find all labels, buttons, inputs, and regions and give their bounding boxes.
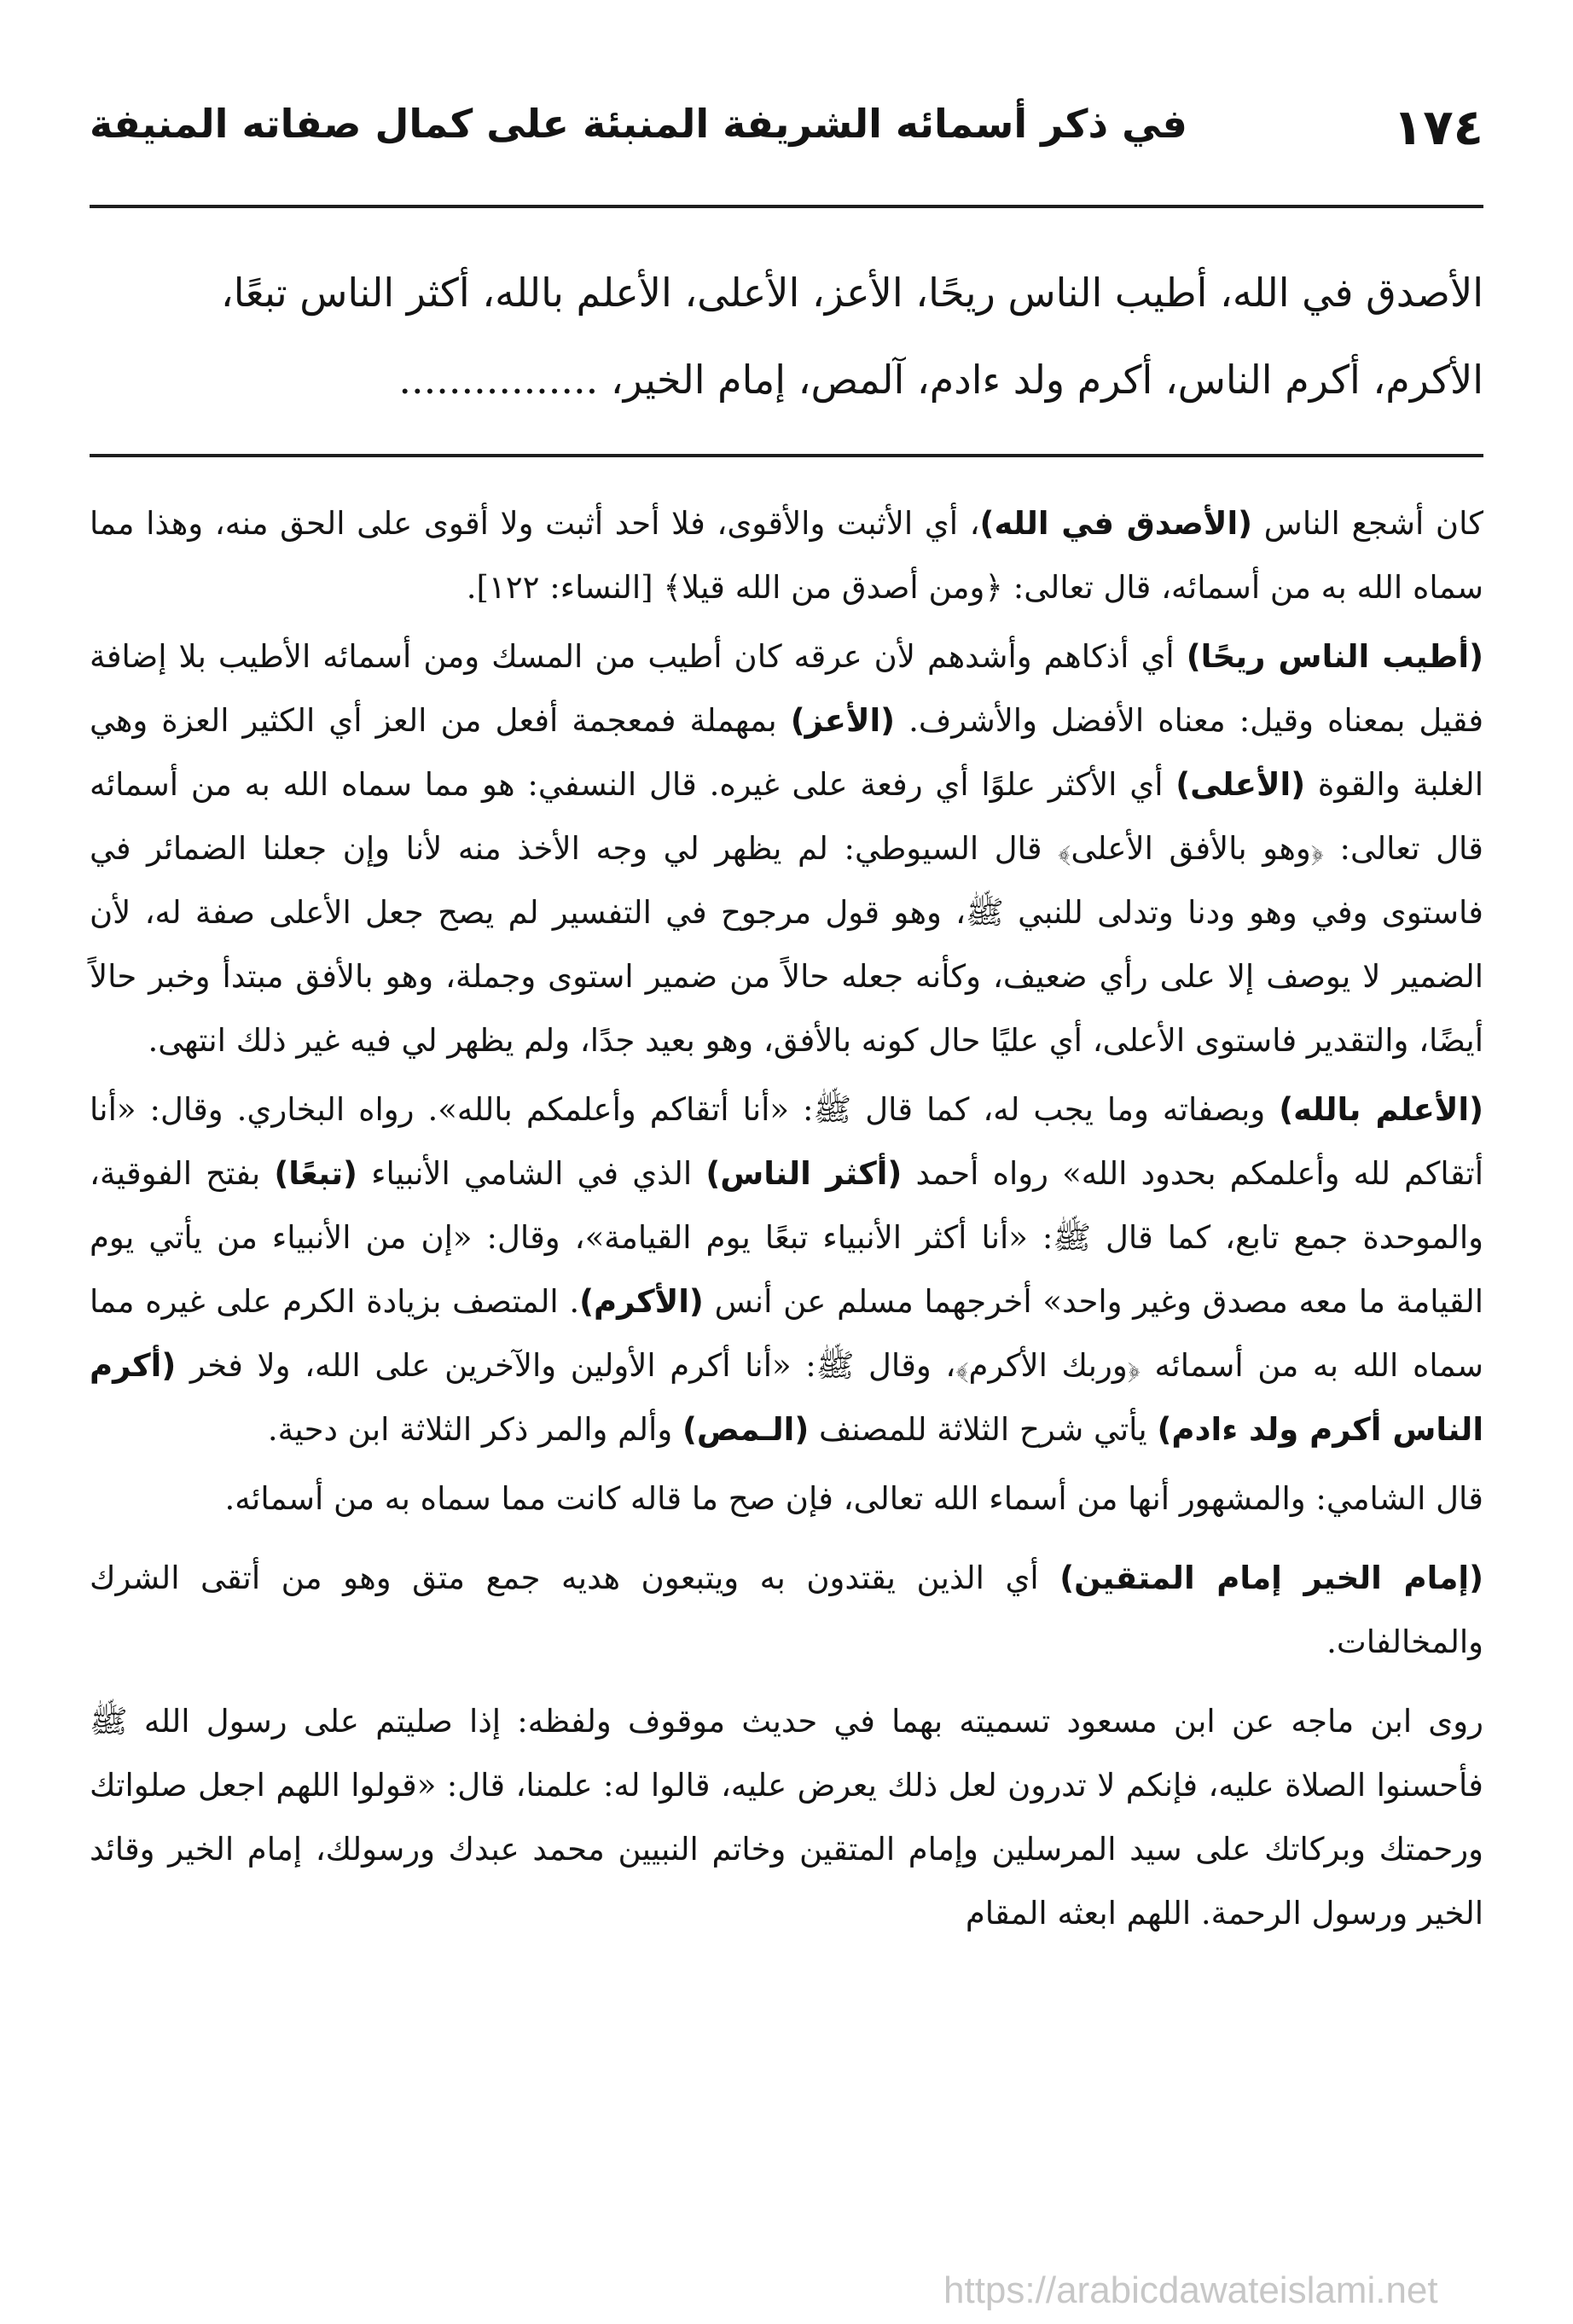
paragraph-5: [90, 1546, 1483, 1674]
bold-term: (إمام الخير إمام المتقين): [1059, 1560, 1484, 1596]
paragraph-3: [90, 1078, 1483, 1461]
bold-term: (الأعلم بالله): [1279, 1091, 1483, 1128]
book-page: [90, 94, 1483, 1950]
bold-term: (الأكرم): [579, 1283, 704, 1320]
text-run: أي الذين يقتدون به ويتبعون هديه جمع متق وهو من أتقى الشرك والمخالفات.: [90, 1560, 1483, 1660]
text-run: بفتح الفوقية، والموحدة جمع تابع، كما قال ﷺ: «أنا أكثر الأنبياء تبعًا يوم القيامة»، وقال: «إن من الأنبياء من يأتي يوم القيامة ما معه مصدق وغير واحد» أخرجهما مسلم عن أنس: [90, 1155, 1484, 1320]
text-run: الذي في الشامي الأنبياء: [371, 1155, 693, 1192]
page-header: [90, 94, 1483, 176]
bold-term: (الأعلى): [1175, 766, 1306, 803]
matn-text: [90, 208, 1483, 454]
bold-term: (أكثر الناس): [705, 1155, 903, 1192]
text-run: بمهملة فمعجمة أفعل من العز أي الكثير العزة وهي الغلبة والقوة: [90, 702, 1483, 803]
bold-term: (تبعًا): [274, 1155, 357, 1192]
paragraph-1: [90, 491, 1483, 619]
page-number: ١٧٤: [1392, 98, 1483, 156]
bold-term: (أطيب الناس ريحًا): [1186, 638, 1483, 675]
matn-line-2-text: الأكرم، أكرم الناس، أكرم ولد ءادم، آلمص، إمام الخير،: [610, 357, 1483, 403]
paragraph-2: [90, 625, 1483, 1072]
text-run: وألم والمر ذكر الثلاثة ابن دحية.: [267, 1411, 673, 1448]
commentary-text: [90, 491, 1483, 1945]
separator-rule: [90, 454, 1483, 457]
text-run: يأتي شرح الثلاثة للمصنف: [819, 1411, 1147, 1448]
matn-line-2: [90, 336, 1483, 423]
paragraph-6: روى ابن ماجه عن ابن مسعود تسميته بهما في حديث موقوف ولفظه: إذا صليتم على رسول الله ﷺ فأحسنوا الصلاة عليه، فإنكم لا تدرون لعل ذلك يعرض عليه، قالوا له: علمنا، قال: «قولوا اللهم اجعل صلواتك ورحمتك وبركاتك على سيد المرسلين وإمام المتقين وخاتم النبيين محمد عبدك ورسولك، إمام الخير وقائد الخير ورسول الرحمة. اللهم ابعثه المقام: [90, 1703, 1483, 1932]
bold-term: (أكرم الناس أكرم ولد ءادم): [90, 1347, 1483, 1448]
text-run: وبصفاته وما يجب له، كما قال ﷺ: «أنا أتقاكم وأعلمكم بالله». رواه البخاري. وقال: «أنا أتقاكم لله وأعلمكم بحدود الله» رواه أحمد: [90, 1091, 1483, 1192]
bold-term: (الأعز): [790, 702, 896, 739]
matn-line-1: الأصدق في الله، أطيب الناس ريحًا، الأعز، الأعلى، الأعلم بالله، أكثر الناس تبعًا،: [220, 270, 1483, 316]
bold-term: (الأصدق في الله): [979, 505, 1253, 542]
text-run: . المتصف بزيادة الكرم على غيره مما سماه الله به من أسمائه ﴿وربك الأكرم﴾، وقال ﷺ: «أنا أكرم الأولين والآخرين على الله، ولا فخر: [90, 1283, 1483, 1384]
text-run: أي أذكاهم وأشدهم لأن عرقه كان أطيب من المسك ومن أسمائه الأطيب بلا إضافة فقيل بمعناه وقيل: معناه الأفضل والأشرف.: [90, 638, 1484, 739]
text-run: كان أشجع الناس: [1263, 505, 1483, 542]
watermark-url: https://arabicdawateislami.net: [943, 2269, 1438, 2311]
running-title: في ذكر أسمائه الشريفة المنبئة على كمال صفاته المنيفة: [90, 101, 1187, 147]
text-run: أي الأكثر علوًا أي رفعة على غيره. قال النسفي: هو مما سماه الله به من أسمائه قال تعالى: ﴿وهو بالأفق الأعلى﴾ قال السيوطي: لم يظهر لي وجه الأخذ منه لأنا وإن جعلنا الضمائر في فاستوى وفي وهو ودنا وتدلى للنبي ﷺ، وهو قول مرجوح في التفسير لم يصح جعل الأعلى صفة له، لأن الضمير لا يوصف إلا على رأي ضعيف، وكأنه جعله حالاً من ضمير استوى وجملة، وهو بالأفق مبتدأ وخبر حالاً أيضًا، والتقدير فاستوى الأعلى، أي عليًا حال كونه بالأفق، وهو بعيد جدًا، ولم يظهر لي فيه غير ذلك انتهى.: [90, 766, 1483, 1059]
matn-dots: ................: [398, 357, 599, 403]
bold-term: (الـمص): [682, 1411, 810, 1448]
paragraph-4: قال الشامي: والمشهور أنها من أسماء الله تعالى، فإن صح ما قاله كانت مما سماه به من أسمائه.: [224, 1480, 1483, 1517]
text-run: ، أي الأثبت والأقوى، فلا أحد أثبت ولا أقوى على الحق منه، وهذا مما سماه الله به من أسمائه، قال تعالى: ﴿ومن أصدق من الله قيلا﴾ [النساء: ١٢٢].: [90, 505, 1483, 606]
